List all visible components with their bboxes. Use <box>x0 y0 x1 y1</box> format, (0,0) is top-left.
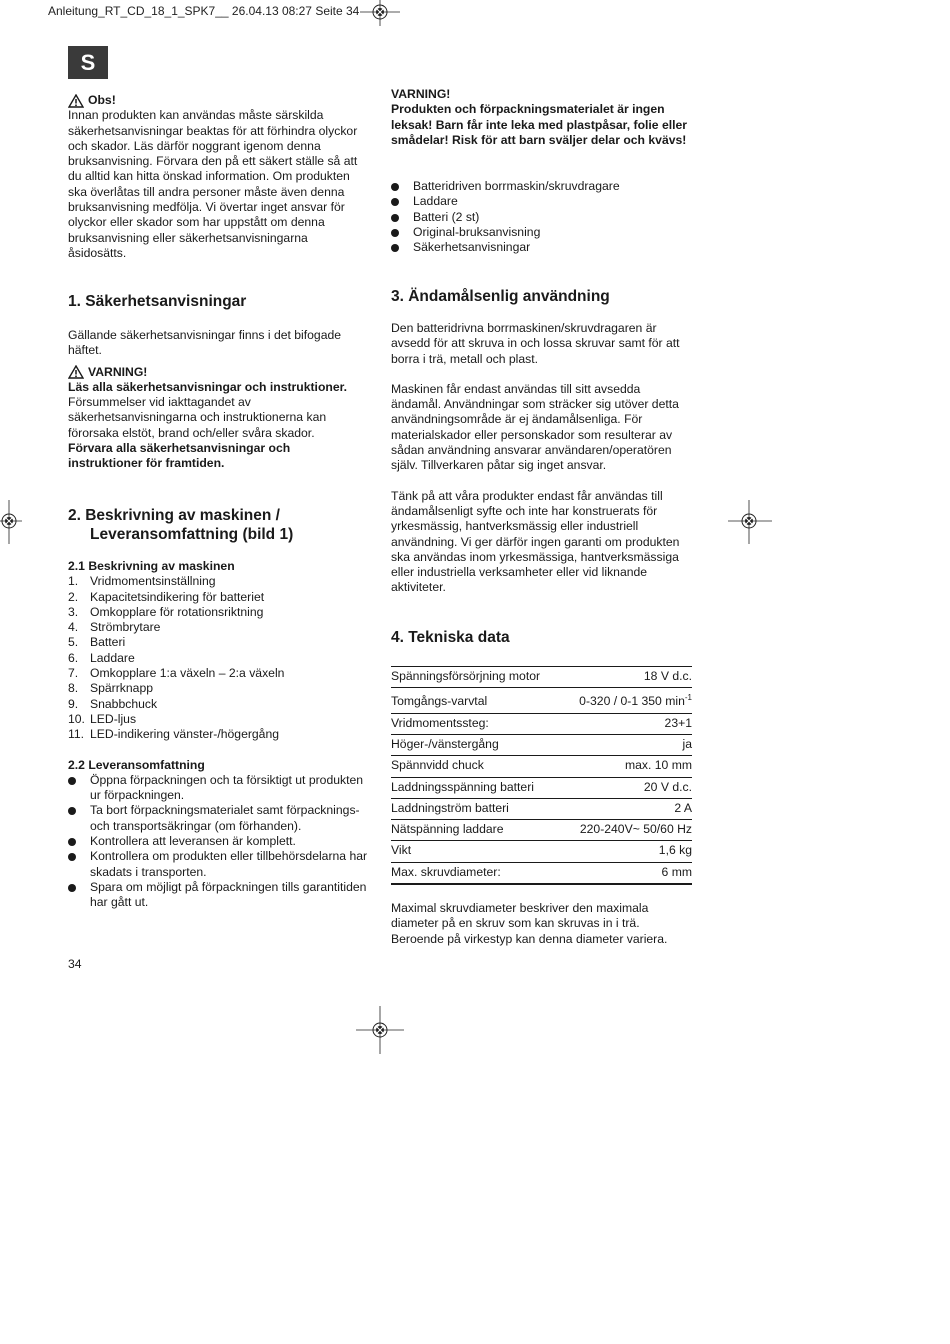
table-row: Nätspänning laddare 220-240V~ 50/60 Hz <box>391 820 692 841</box>
table-row: Tomgångs-varvtal 0-320 / 0-1 350 $\min^{-1}$ <box>391 688 692 713</box>
section-2-1-title: 2.1 Beskrivning av maskinen <box>68 559 235 573</box>
section-3-paragraph-2: Maskinen får endast användas till sitt avsedda ändamål. Användningar som sträcker sig utöver detta användningsområde är ej ändamålsenliga. För materialskador eller personskador som resulterar av sådan användning ansvarar användaren/operatören själv. Tillverkaren påtar sig inget ansvar. <box>391 381 679 473</box>
section-3-title: 3. Ändamålsenlig användning <box>391 288 610 305</box>
list-item: 9. Snabbchuck <box>68 696 158 711</box>
technical-data-table <box>391 666 692 885</box>
registration-mark-right-icon <box>728 500 772 544</box>
section-1-warning-keep: Förvara alla säkerhetsanvisningar och instruktioner för framtiden. <box>68 441 291 471</box>
list-item: 6. Laddare <box>68 650 135 665</box>
list-item: Batteri (2 st) <box>391 210 692 225</box>
section-4-title: 4. Tekniska data <box>391 629 510 646</box>
child-safety-warning <box>391 87 692 148</box>
section-2-title-line2: Leveransomfattning (bild 1) <box>90 526 294 543</box>
child-safety-warning-body: Produkten och förpackningsmaterialet är ingen leksak! Barn får inte leka med plastpåsar, folie eller smådelar! Risk för att barn sväljer delar och kvävs! <box>391 102 688 147</box>
scope-list <box>391 179 692 255</box>
list-item: 10. LED-ljus <box>68 711 137 726</box>
list-item: Kontrollera om produkten eller tillbehörsdelarna har skadats i transporten. <box>68 849 368 880</box>
section-3 <box>391 287 692 596</box>
list-item: 4. Strömbrytare <box>68 620 161 635</box>
scope-list-block <box>391 179 692 255</box>
section-4 <box>391 628 692 947</box>
list-item: 2. Kapacitetsindikering för batteriet <box>68 589 265 604</box>
table-row: Spännvidd chuck max. 10 mm <box>391 756 692 777</box>
list-item: Öppna förpackningen och ta försiktigt ut produkten ur förpackningen. <box>68 773 368 804</box>
list-item: Batteridriven borrmaskin/skruvdragare <box>391 179 692 194</box>
section-2-title-line1: 2. Beskrivning av maskinen / <box>68 507 280 524</box>
list-item: Original-bruksanvisning <box>391 225 692 240</box>
language-badge: S <box>68 46 108 79</box>
section-4-note: Maximal skruvdiameter beskriver den maximala diameter på en skruv som kan skruvas in i trä. Beroende på virkestyp kan denna diameter variera. <box>391 901 668 946</box>
list-item: 11. LED-indikering vänster-/högergång <box>68 727 280 742</box>
parts-list <box>68 574 368 742</box>
section-2-2-title: 2.2 Leveransomfattning <box>68 757 205 772</box>
list-item: Kontrollera att leveransen är komplett. <box>68 834 368 849</box>
obs-notice <box>68 93 368 261</box>
print-slug: Anleitung_RT_CD_18_1_SPK7__ 26.04.13 08:27 Seite 34 <box>48 4 360 18</box>
child-safety-warning-title: VARNING! <box>391 87 451 101</box>
obs-title: Obs! <box>88 93 116 107</box>
section-2 <box>68 506 368 911</box>
table-row: Vridmomentssteg: 23+1 <box>391 713 692 734</box>
table-row: Spänningsförsörjning motor 18 V d.c. <box>391 667 692 688</box>
registration-mark-bottom-icon <box>356 1006 404 1054</box>
obs-heading <box>68 93 368 108</box>
registration-mark-left-icon <box>0 500 22 544</box>
obs-body: Innan produkten kan användas måste särskilda säkerhetsanvisningar beaktas för att förhindra olyckor och skador. Läs därför noggrant igenom denna bruksanvisning. Förvara den på ett säkert ställe så att du alltid kan hitta önskad information. Om produkten ska överlåtas till andra personer måste även denna bruksanvisning medfölja. Vi övertar inget ansvar för olyckor eller skador som har uppstått om denna bruksanvisning eller säkerhetsanvisningarna åsidosätts. <box>68 108 358 260</box>
section-1-warning-title: VARNING! <box>88 364 148 379</box>
section-1-intro: Gällande säkerhetsanvisningar finns i det bifogade häftet. <box>68 328 342 358</box>
table-row: Max. skruvdiameter: 6 mm <box>391 862 692 884</box>
section-1-warning-heading <box>68 365 368 380</box>
warning-triangle-icon <box>68 365 84 379</box>
list-item: 3. Omkopplare för rotationsriktning <box>68 604 264 619</box>
list-item: 8. Spärrknapp <box>68 681 154 696</box>
list-item: 5. Batteri <box>68 635 126 650</box>
section-1-warning-text: Försummelser vid iakttagandet av säkerhetsanvisningarna och instruktionerna kan förorsaka elstöt, brand och/eller svåra skador. <box>68 395 327 440</box>
table-row: Laddningström batteri 2 A <box>391 798 692 819</box>
list-item: 7. Omkopplare 1:a växeln – 2:a växeln <box>68 666 285 681</box>
section-3-paragraph-1: Den batteridrivna borrmaskinen/skruvdragaren är avsedd för att skruva in och lossa skruvar samt för att borra i trä, metall och plast. <box>391 321 680 366</box>
table-row: Höger-/vänstergång ja <box>391 734 692 755</box>
section-1-title: 1. Säkerhetsanvisningar <box>68 293 247 310</box>
table-row: Vikt 1,6 kg <box>391 841 692 862</box>
section-3-paragraph-3: Tänk på att våra produkter endast får användas till ändamålsenligt syfte och inte har konstruerats för yrkesmässig, hantverksmässig eller industriell användning. Vi ger därför ingen garanti om produkten ska användas inom yrkesmässiga, hantverksmässiga eller industriella verksamheter eller vid liknande aktiviteter. <box>391 488 680 595</box>
list-item: Laddare <box>391 194 692 209</box>
section-1 <box>68 292 368 472</box>
list-item: Säkerhetsanvisningar <box>391 240 692 255</box>
warning-triangle-icon <box>68 94 84 108</box>
list-item: Ta bort förpackningsmaterialet samt förpacknings- och transportsäkringar (om förhanden). <box>68 803 368 834</box>
list-item: Spara om möjligt på förpackningen tills garantitiden har gått ut. <box>68 880 368 911</box>
page-number: 34 <box>68 957 82 971</box>
registration-mark-top-icon <box>360 0 400 26</box>
table-row: Laddningsspänning batteri 20 V d.c. <box>391 777 692 798</box>
section-1-warning-bold: Läs alla säkerhetsanvisningar och instruktioner. <box>68 379 348 394</box>
list-item: 1. Vridmomentsinställning <box>68 574 216 589</box>
delivery-list <box>68 773 368 911</box>
